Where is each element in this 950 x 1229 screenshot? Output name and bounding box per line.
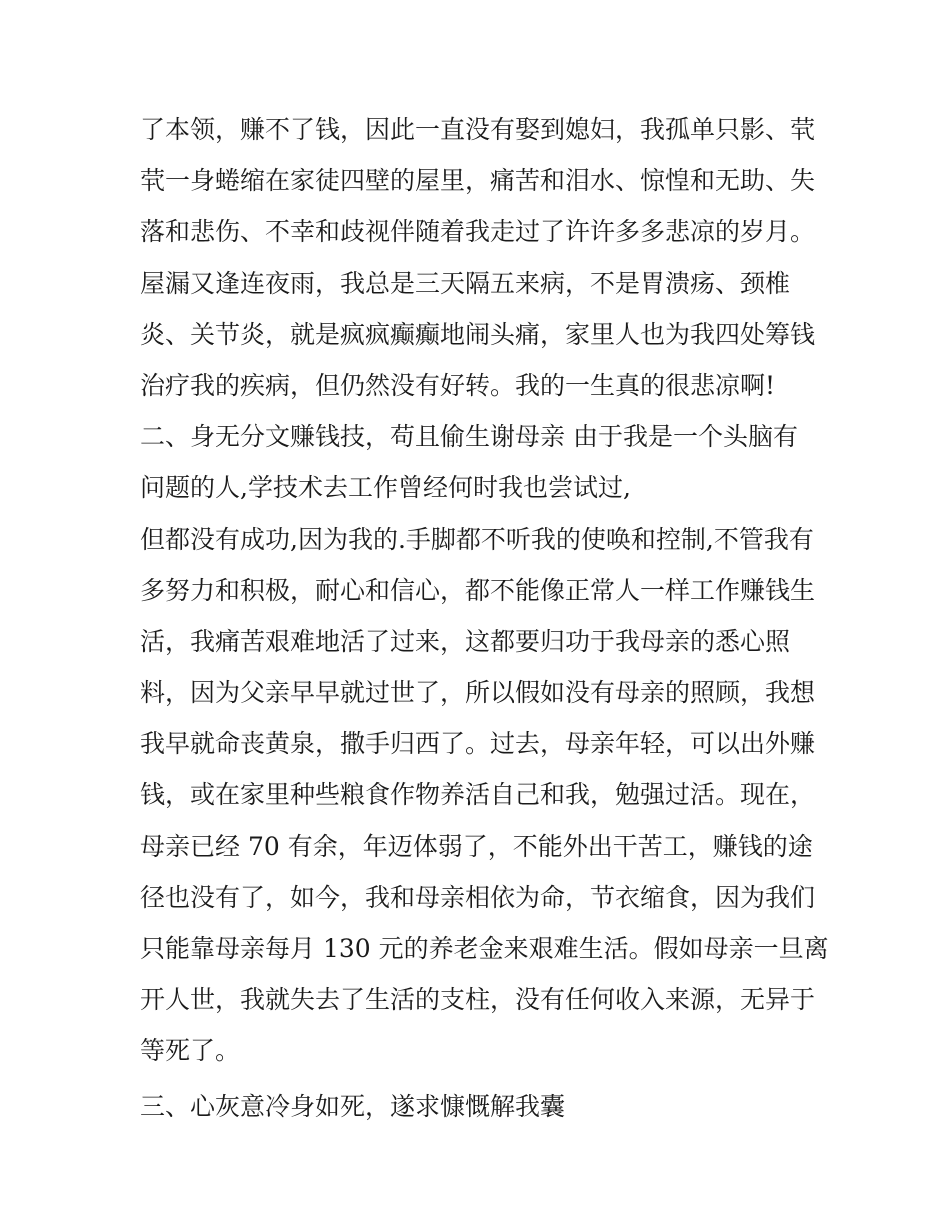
text-line: 活，我痛苦艰难地活了过来，这都要归功于我母亲的悉心照 [140, 626, 791, 656]
text-line: 炎、关节炎，就是疯疯癫癫地闹头痛，家里人也为我四处筹钱 [140, 319, 816, 349]
text-line: 治疗我的疾病，但仍然没有好转。我的一生真的很悲凉啊! [140, 370, 776, 400]
document-body [140, 104, 829, 1132]
text-line: 母亲已经 70 有余，年迈体弱了，不能外出干苦工，赚钱的途 [140, 831, 813, 861]
text-line: 多努力和积极，耐心和信心，都不能像正常人一样工作赚钱生 [140, 575, 816, 605]
text-line: 我早就命丧黄泉，撒手归西了。过去，母亲年轻，可以出外赚 [140, 729, 816, 759]
text-line: 等死了。 [140, 1036, 241, 1066]
text-line: 料，因为父亲早早就过世了，所以假如没有母亲的照顾，我想 [140, 678, 816, 708]
section-heading: 三、心灰意冷身如死，遂求慷慨解我囊 [140, 1091, 566, 1121]
text-line: 开人世，我就失去了生活的支柱，没有任何收入来源，无异于 [140, 985, 816, 1015]
text-line: 落和悲伤、不幸和歧视伴随着我走过了许许多多悲凉的岁月。 [140, 217, 816, 247]
text-line: 只能靠母亲每月 130 元的养老金来艰难生活。假如母亲一旦离 [140, 934, 829, 963]
text-line: 问题的人,学技术去工作曾经何时我也尝试过, [140, 473, 631, 503]
section-heading-line: 二、身无分文赚钱技，苟且偷生谢母亲 由于我是一个头脑有 [140, 422, 798, 452]
text-line: 径也没有了，如今，我和母亲相依为命，节衣缩食，因为我们 [140, 882, 816, 912]
text-line: 但都没有成功,因为我的.手脚都不听我的使唤和控制,不管我有 [140, 524, 814, 554]
text-line: 了本领，赚不了钱，因此一直没有娶到媳妇，我孤单只影、茕 [140, 115, 816, 144]
text-line: 茕一身蜷缩在家徒四壁的屋里，痛苦和泪水、惊惶和无助、失 [140, 166, 816, 196]
text-line: 屋漏又逢连夜雨，我总是三天隔五来病，不是胃溃疡、颈椎 [140, 268, 791, 298]
text-line: 钱，或在家里种些粮食作物养活自己和我，勉强过活。现在， [140, 780, 816, 810]
